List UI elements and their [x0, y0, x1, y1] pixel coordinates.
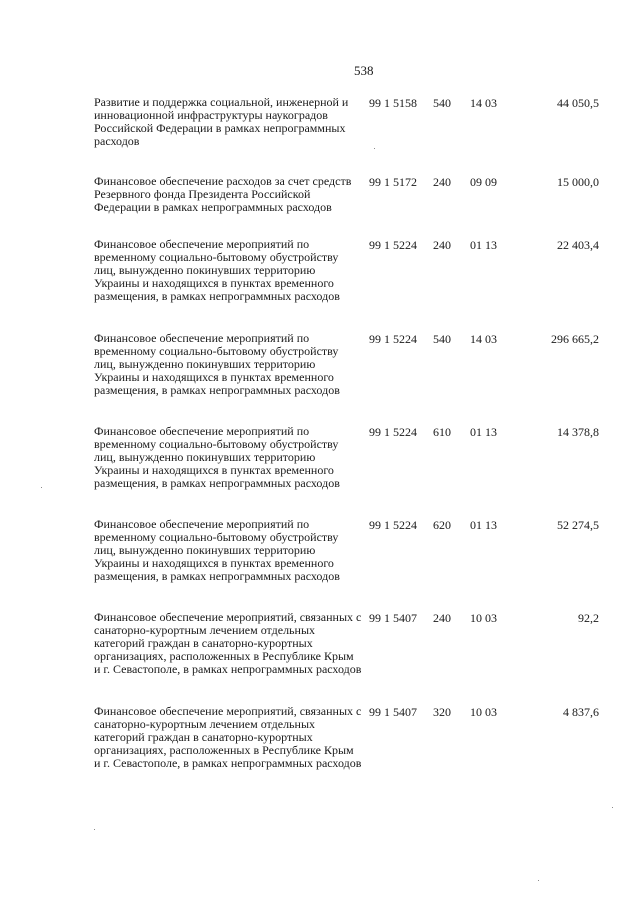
amount: 15 000,0 — [557, 175, 599, 189]
expense-type-code: 610 — [433, 425, 451, 439]
expense-type-code: 540 — [433, 96, 451, 110]
scan-speck — [41, 487, 42, 488]
section-subsection-code: 01 13 — [470, 518, 497, 532]
scan-speck — [374, 148, 375, 149]
expense-type-code: 540 — [433, 332, 451, 346]
section-subsection-code: 01 13 — [470, 238, 497, 252]
row-description: Финансовое обеспечение мероприятий по временному социально-бытовому обустройству лиц, вынужденно покинувших территорию Украины и находящихся в пунктах временного размещения, в рамках непрограммных расходов — [94, 424, 340, 491]
section-subsection-code: 09 09 — [470, 175, 497, 189]
row-description: Финансовое обеспечение мероприятий по временному социально-бытовому обустройству лиц, вынужденно покинувших территорию Украины и находящихся в пунктах временного размещения, в рамках непрограммных расходов — [94, 517, 340, 584]
expense-type-code: 320 — [433, 705, 451, 719]
row-description: Финансовое обеспечение мероприятий по временному социально-бытовому обустройству лиц, вынужденно покинувших территорию Украины и находящихся в пунктах временного размещения, в рамках непрограммных расходов — [94, 331, 340, 398]
target-article-code: 99 1 5407 — [369, 611, 417, 625]
row-description: Финансовое обеспечение мероприятий по временному социально-бытовому обустройству лиц, вынужденно покинувших территорию Украины и находящихся в пунктах временного размещения, в рамках непрограммных расходов — [94, 237, 340, 304]
scan-speck — [538, 880, 539, 881]
row-description: Финансовое обеспечение мероприятий, связанных с санаторно-курортным лечением отдельных категорий граждан в санаторно-курортных организациях, расположенных в Республике Крым и г. Севастополе, в рамках непрограммных расходов — [94, 610, 362, 677]
amount: 22 403,4 — [557, 238, 599, 252]
target-article-code: 99 1 5224 — [369, 518, 417, 532]
section-subsection-code: 01 13 — [470, 425, 497, 439]
amount: 44 050,5 — [557, 96, 599, 110]
page-number: 538 — [354, 63, 374, 78]
section-subsection-code: 10 03 — [470, 611, 497, 625]
expense-type-code: 240 — [433, 175, 451, 189]
section-subsection-code: 14 03 — [470, 332, 497, 346]
section-subsection-code: 14 03 — [470, 96, 497, 110]
scan-speck — [612, 807, 613, 808]
target-article-code: 99 1 5224 — [369, 332, 417, 346]
row-description: Финансовое обеспечение мероприятий, связанных с санаторно-курортным лечением отдельных категорий граждан в санаторно-курортных организациях, расположенных в Республике Крым и г. Севастополе, в рамках непрограммных расходов — [94, 704, 362, 771]
amount: 14 378,8 — [557, 425, 599, 439]
amount: 52 274,5 — [557, 518, 599, 532]
expense-type-code: 620 — [433, 518, 451, 532]
scan-speck — [94, 829, 95, 830]
target-article-code: 99 1 5224 — [369, 238, 417, 252]
section-subsection-code: 10 03 — [470, 705, 497, 719]
target-article-code: 99 1 5172 — [369, 175, 417, 189]
row-description: Финансовое обеспечение расходов за счет средств Резервного фонда Президента Российской Федерации в рамках непрограммных расходов — [94, 174, 352, 215]
target-article-code: 99 1 5158 — [369, 96, 417, 110]
target-article-code: 99 1 5224 — [369, 425, 417, 439]
row-description: Развитие и поддержка социальной, инженерной и инновационной инфраструктуры наукоградов Российской Федерации в рамках непрограммных расходов — [94, 95, 349, 149]
expense-type-code: 240 — [433, 238, 451, 252]
expense-type-code: 240 — [433, 611, 451, 625]
amount: 92,2 — [578, 611, 599, 625]
amount: 4 837,6 — [563, 705, 599, 719]
amount: 296 665,2 — [551, 332, 599, 346]
target-article-code: 99 1 5407 — [369, 705, 417, 719]
